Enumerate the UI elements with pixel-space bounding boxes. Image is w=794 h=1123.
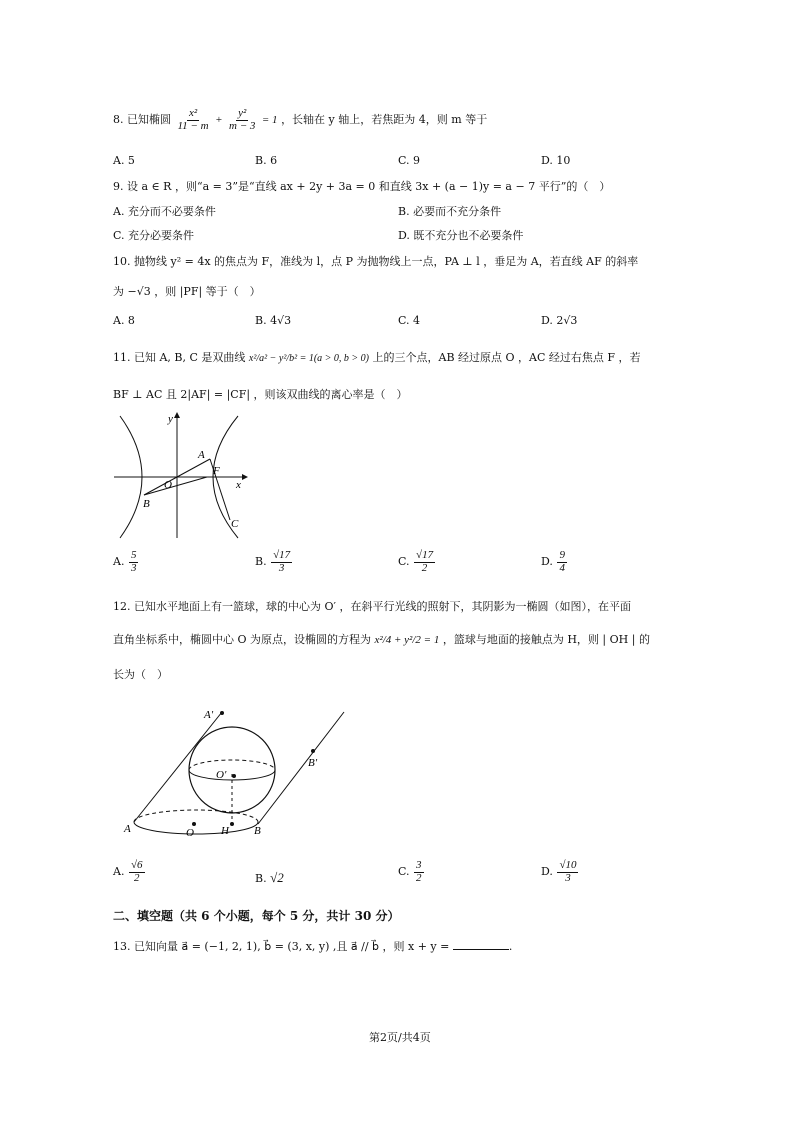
q11-hyperbola-equation: x²/a² − y²/b² = 1(a > 0, b > 0)	[248, 353, 369, 364]
q8-option-b: B. 6	[255, 154, 278, 167]
y-axis-arrow-icon	[174, 412, 180, 418]
q12-option-d: D. $\frac{√10}{3}$	[541, 859, 577, 884]
q10-stem-line2: 为 −√3 ，则 |PF| 等于（ ）	[113, 285, 261, 298]
q11-option-a: A. $\frac{5}{3}$	[113, 549, 137, 574]
label-o: O	[164, 479, 172, 491]
q12-option-b: B. √2	[255, 870, 284, 885]
q9-option-d: D. 既不充分也不必要条件	[398, 229, 524, 242]
q9-option-b: B. 必要而不充分条件	[398, 205, 502, 218]
point-o	[192, 822, 196, 826]
point-a-prime	[220, 711, 224, 715]
light-ray-b	[258, 712, 344, 824]
q10-option-b: B. 4√3	[255, 314, 292, 327]
label-c: C	[231, 518, 239, 530]
q10-option-d: D. 2√3	[541, 314, 578, 327]
label-y: y	[168, 413, 173, 425]
label-a-prime: A′	[204, 709, 214, 721]
q9-option-a: A. 充分而不必要条件	[113, 205, 216, 218]
q11-option-d: D. $\frac{9}{4}$	[541, 549, 565, 574]
label-a: A	[198, 449, 205, 461]
q12-option-a: A. $\frac{√6}{2}$	[113, 859, 143, 884]
q8-option-d: D. 10	[541, 154, 571, 167]
point-h	[230, 822, 234, 826]
q11-stem-line2: BF ⊥ AC 且 2|AF| = |CF| ，则该双曲线的离心率是（ ）	[113, 388, 408, 401]
q12-stem-line1: 12. 已知水平地面上有一篮球，球的中心为 O′ ，在斜平行光线的照射下，其阴影为一椭圆（如图），在平面	[113, 600, 631, 613]
label-a: A	[124, 823, 131, 835]
label-o-prime: O′	[216, 769, 227, 781]
q11-option-b: B. $\frac{√17}{3}$	[255, 549, 291, 574]
x-axis-arrow-icon	[242, 474, 248, 480]
q12-ellipse-equation: x²/4 + y²/2 = 1	[374, 634, 440, 646]
q8-option-a: A. 5	[113, 154, 135, 167]
section-fill-in-blank-heading: 二、填空题（共 6 个小题，每个 5 分，共计 30 分）	[113, 909, 400, 923]
q12-stem-line3: 长为（ ）	[113, 668, 168, 681]
q12-stem-line2: 直角坐标系中，椭圆中心 O 为原点，设椭圆的方程为 x²/4 + y²/2 = 1 ，篮球与地面的接触点为 H，则 | OH | 的	[113, 633, 650, 646]
q10-option-a: A. 8	[113, 314, 135, 327]
q13-answer-blank[interactable]	[453, 939, 509, 950]
line-bf	[144, 477, 207, 495]
label-x: x	[236, 479, 241, 491]
q11-stem-line1: 11. 已知 A, B, C 是双曲线 x²/a² − y²/b² = 1(a > 0, b > 0) 上的三个点，AB 经过原点 O ，AC 经过右焦点 F ，若	[113, 351, 641, 364]
q11-option-c: C. $\frac{√17}{2}$	[398, 549, 434, 574]
q8-option-c: C. 9	[398, 154, 421, 167]
label-o: O	[186, 827, 194, 839]
sphere-equator-back	[189, 760, 275, 770]
label-b-prime: B′	[308, 757, 318, 769]
label-h: H	[221, 825, 229, 837]
q10-stem-line1: 10. 抛物线 y² = 4x 的焦点为 F，准线为 l，点 P 为抛物线上一点，PA ⊥ l ，垂足为 A，若直线 AF 的斜率	[113, 255, 639, 268]
q11-hyperbola-figure	[112, 410, 252, 540]
point-o-prime	[232, 774, 236, 778]
label-b: B	[143, 498, 150, 510]
shadow-ellipse-front	[134, 822, 258, 834]
q8-frac-y: $\frac{\text{y²}}{m - 3}$	[229, 107, 256, 132]
label-f: F	[213, 465, 220, 477]
q10-option-c: C. 4	[398, 314, 421, 327]
label-b: B	[254, 825, 261, 837]
q13-stem: 13. 已知向量 a⃗ = (−1, 2, 1), b⃗ = (3, x, y) ,且 a⃗ // b⃗ ，则 x + y = .	[113, 940, 513, 953]
page-footer: 第2页/共4页	[369, 1031, 431, 1044]
q9-option-c: C. 充分必要条件	[113, 229, 195, 242]
q12-option-c: C. $\frac{3}{2}$	[398, 859, 422, 884]
q8-frac-x: $\frac{\text{x²}}{11 - m}$	[177, 107, 209, 132]
q12-basketball-shadow-figure	[118, 700, 358, 840]
point-b-prime	[311, 749, 315, 753]
q8-stem: 8. 已知椭圆 $\frac{\text{x²}}{11 - m}$ + $\frac{\text{y²}}{m - 3}$ = 1 ，长轴在 y 轴上，若焦距为 4，则 m 等于	[113, 107, 488, 132]
q9-stem: 9. 设 a ∈ R ，则“a = 3”是“直线 ax + 2y + 3a = 0 和直线 3x + (a − 1)y = a − 7 平行”的（ ）	[113, 180, 611, 193]
